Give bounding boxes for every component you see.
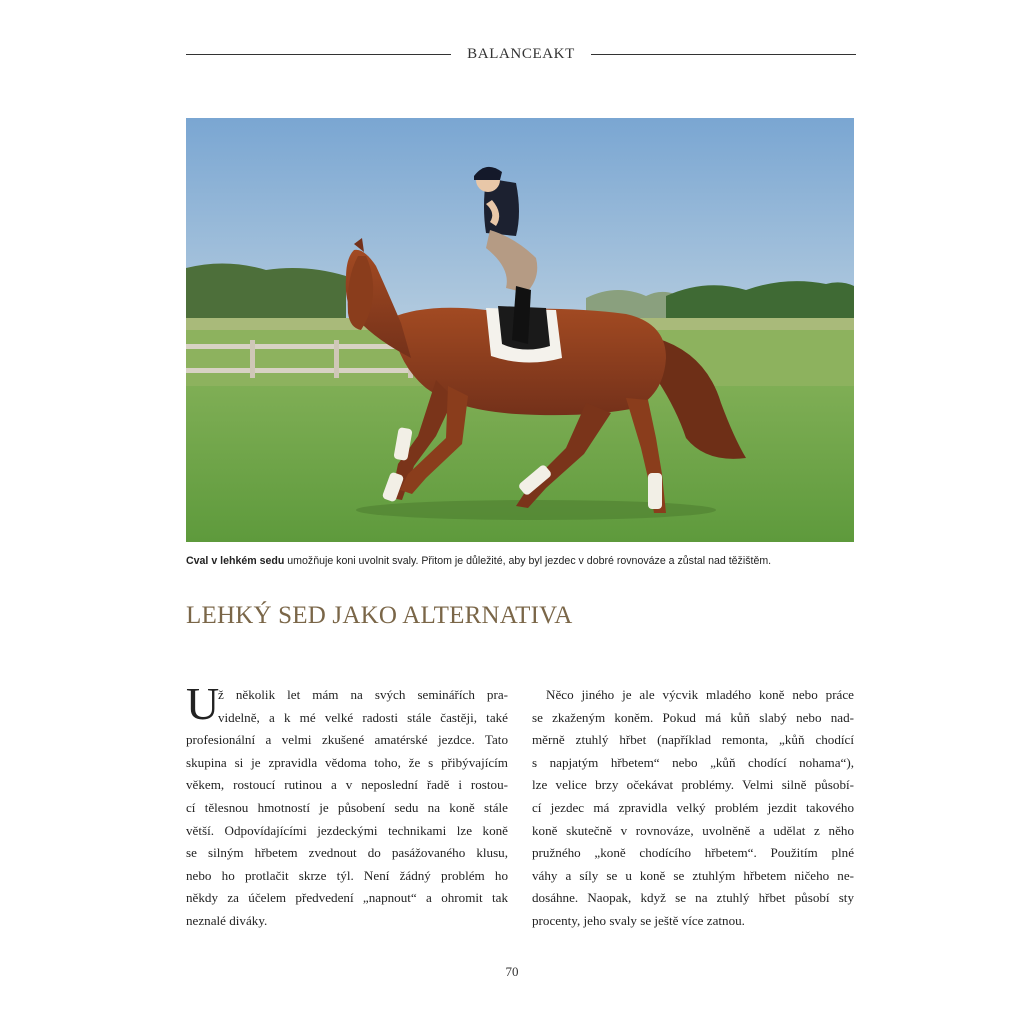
dropcap-paragraph — [186, 678, 508, 729]
caption-text: umožňuje koni uvolnit svaly. Přitom je důležité, aby byl jezdec v dobré rovnováze a zůstal nad těžištěm. — [284, 555, 772, 567]
right-column — [532, 684, 854, 933]
text-line: profesionální a velmi zkušené amatérské jezdce. Tato — [186, 732, 508, 748]
text-line: se zkaženým koněm. Pokud má kůň slabý nebo nad- — [532, 709, 854, 725]
section-title: LEHKÝ SED JAKO ALTERNATIVA — [186, 602, 573, 629]
text-line: váhy a síly se u koně se ztuhlým hřbetem ničeho ne- — [532, 867, 854, 883]
horse-photo-illustration — [186, 118, 854, 542]
text-line: někdy za účelem předvedení „napnout“ a ohromit tak — [186, 890, 508, 906]
text-line: Něco jiného je ale výcvik mladého koně nebo práce — [546, 687, 854, 702]
text-line: dosáhne. Naopak, když se na ztuhlý hřbet působí sty — [532, 890, 854, 906]
text-line: měrně ztuhlý hřbet (například remonta, „kůň chodící — [532, 732, 854, 748]
text-line: cí jezdec má zpravidla velký problém jezdit takového — [532, 799, 854, 815]
left-column — [186, 678, 508, 933]
running-head — [186, 40, 856, 68]
text-line: věkem, rostoucí rutinou a v neposlední řadě i rostou- — [186, 777, 508, 793]
text-line: ž několik let mám na svých seminářích pra- — [218, 687, 508, 702]
text-line: koně skutečně v rovnováze, uvolněně a udělat z něho — [532, 822, 854, 838]
text-line: videlně, a k mé velké radosti stále častěji, také — [218, 709, 508, 725]
text-line: lze velice brzy očekávat problémy. Velmi silně působí- — [532, 777, 854, 793]
horse-photo — [186, 118, 854, 542]
text-line: nebo ho protlačit skrze týl. Není žádný problém ho — [186, 867, 508, 883]
caption-bold: Cval v lehkém sedu — [186, 555, 285, 567]
text-line: skupina si je zpravidla vědoma toho, že s přibývajícím — [186, 754, 508, 770]
page-number: 70 — [505, 964, 519, 979]
text-line: pružného „koně chodícího hřbetem“. Použitím plné — [532, 845, 854, 861]
dropcap-letter: U — [186, 678, 220, 729]
header-rule-left — [186, 54, 451, 55]
text-line: neznalé diváky. — [186, 912, 268, 928]
text-line: cí tělesnou hmotností je působení sedu na koně stále — [186, 799, 508, 815]
running-title: BALANCEAKT — [467, 45, 575, 62]
text-line: větší. Odpovídajícími jezdeckými technikami lze koně — [186, 822, 508, 838]
text-line: s napjatým hřbetem“ nebo „kůň chodící nohama“), — [532, 754, 854, 770]
header-rule-right — [591, 54, 856, 55]
text-line: se silným hřbetem zvednout do pasážovaného klusu, — [186, 845, 508, 861]
photo-caption — [186, 555, 866, 567]
text-line: procenty, jeho svaly se ještě více zatnou. — [532, 912, 745, 928]
